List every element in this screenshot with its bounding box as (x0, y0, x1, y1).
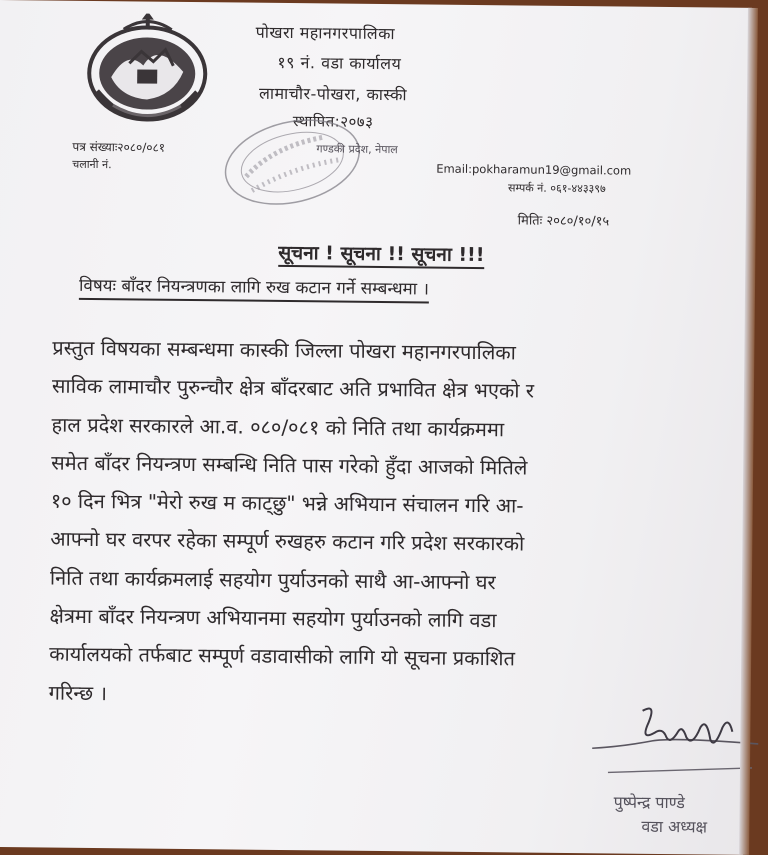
signatory-name: पुष्पेन्द्र पाण्डे (613, 792, 685, 813)
body-line: समेत बाँदर नियन्त्रण सम्बन्धि निति पास गरेको हुँदा आजको मितिले (51, 450, 528, 480)
body-line: साविक लामाचौर पुरुन्चौर क्षेत्र बाँदरबाट अति प्रभावित क्षेत्र भएको र (51, 373, 535, 403)
notice-date: मितिः २०८०/१०/१५ (517, 213, 610, 230)
email-address: Email:pokharamun19@gmail.com (436, 161, 632, 178)
dispatch-number: चलानी नं. (72, 157, 112, 172)
notice-heading (0, 236, 765, 270)
body-line: क्षेत्रमा बाँदर नियन्त्रण अभियानमा सहयोग पुर्याउनको लागि वडा (49, 603, 497, 633)
body-line: आफ्नो घर वरपर रहेका सम्पूर्ण रुखहरु कटान गरि प्रदेश सरकारको (50, 527, 525, 557)
handwritten-signature (582, 696, 761, 778)
ward-office: १९ नं. वडा कार्यालय (277, 52, 402, 74)
municipality-name: पोखरा महानगरपालिका (255, 22, 396, 44)
body-line: निति तथा कार्यक्रमलाई सहयोग पुर्याउनको साथै आ-आफ्नो घर (49, 565, 496, 595)
phone-number: सम्पर्क नं. ०६१-४४३३९७ (507, 181, 606, 196)
notice-heading-text: सूचना ! सूचना !! सूचना !!! (278, 242, 484, 269)
notice-body (49, 329, 703, 719)
body-line: १० दिन भित्र "मेरो रुख म काट्छु" भन्ने अभियान संचालन गरि आ- (50, 488, 524, 518)
notice-subject: विषयः बाँदर नियन्त्रणका लागि रुख कटान गर्ने सम्बन्धमा । (79, 273, 429, 304)
nepal-emblem-logo (83, 13, 212, 126)
body-line: कार्यालयको तर्फबाट सम्पूर्ण वडावासीको लागि यो सूचना प्रकाशित (49, 641, 516, 671)
body-line: हाल प्रदेश सरकारले आ.व. ०८०/०८१ को निति तथा कार्यक्रममा (51, 412, 505, 441)
body-line: प्रस्तुत विषयका सम्बन्धमा कास्की जिल्ला पोखरा महानगरपालिका (52, 335, 517, 365)
established-year: स्थापित:२०७३ (292, 112, 374, 131)
body-line: गरिन्छ । (48, 680, 108, 705)
province-name: गण्डकी प्रदेश, नेपाल (316, 142, 398, 157)
office-stamp (212, 106, 373, 218)
letter-number: पत्र संख्याः२०८०/०८१ (72, 139, 166, 155)
office-location: लामाचौर-पोखरा, कास्की (258, 83, 408, 105)
signatory-title: वडा अध्यक्ष (641, 816, 708, 837)
